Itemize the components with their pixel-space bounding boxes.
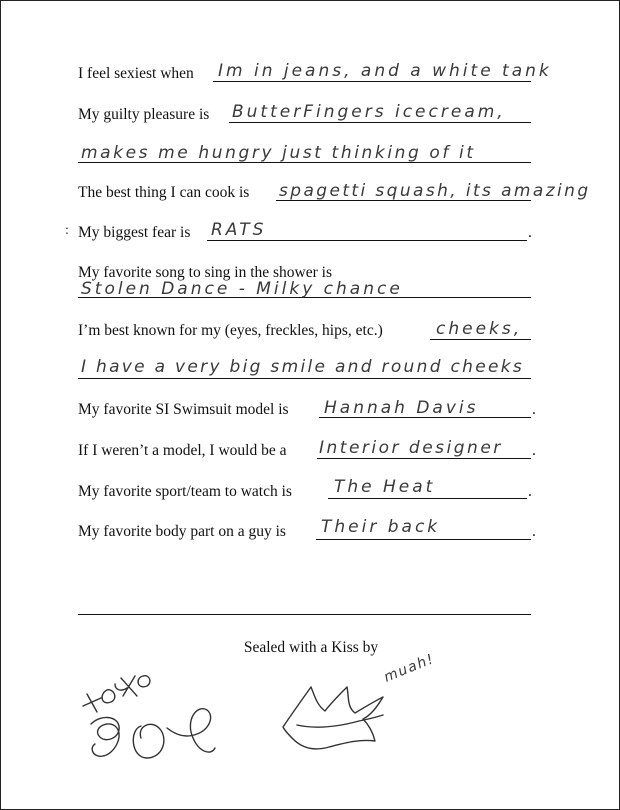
answer-line bbox=[328, 498, 527, 499]
answer-guilty-pleasure-continued: makes me hungry just thinking of it bbox=[81, 143, 476, 163]
answer-line bbox=[229, 122, 531, 123]
answer-best-cook: spagetti squash, its amazing bbox=[279, 181, 591, 201]
answer-body-part: Their back bbox=[321, 517, 441, 537]
answer-shower-song: Stolen Dance - Milky chance bbox=[81, 279, 403, 299]
prompt-shower-song: My favorite song to sing in the shower is bbox=[78, 264, 333, 281]
kiss-note: muah! bbox=[381, 650, 437, 686]
answer-si-model: Hannah Davis bbox=[324, 398, 479, 418]
prompt-best-cook: The best thing I can cook is bbox=[78, 184, 250, 201]
answer-best-known: cheeks, bbox=[436, 319, 523, 339]
period: . bbox=[532, 523, 536, 540]
prompt-body-part: My favorite body part on a guy is bbox=[78, 523, 286, 540]
answer-line bbox=[316, 539, 531, 540]
answer-line bbox=[78, 378, 531, 379]
period: . bbox=[528, 224, 532, 241]
signature-line bbox=[78, 614, 531, 615]
prompt-best-known: I’m best known for my (eyes, freckles, hips, etc.) bbox=[78, 322, 383, 339]
period: . bbox=[532, 442, 536, 459]
prompt-sport-team: My favorite sport/team to watch is bbox=[78, 483, 292, 500]
answer-line bbox=[317, 458, 531, 459]
answer-guilty-pleasure: ButterFingers icecream, bbox=[232, 102, 506, 122]
prompt-biggest-fear: My biggest fear is bbox=[78, 224, 191, 241]
stray-mark: : bbox=[65, 223, 69, 238]
answer-best-known-continued: I have a very big smile and round cheeks bbox=[81, 357, 525, 377]
answer-line bbox=[207, 240, 527, 241]
prompt-sexiest: I feel sexiest when bbox=[78, 65, 194, 82]
prompt-guilty-pleasure: My guilty pleasure is bbox=[78, 106, 210, 123]
prompt-si-model: My favorite SI Swimsuit model is bbox=[78, 401, 289, 418]
signature-caption: Sealed with a Kiss by bbox=[243, 639, 379, 656]
answer-sexiest: Im in jeans, and a white tank bbox=[218, 61, 552, 81]
period: . bbox=[532, 401, 536, 418]
answer-line bbox=[213, 81, 531, 82]
answer-line bbox=[430, 339, 531, 340]
kiss-lips-drawing bbox=[273, 681, 393, 771]
answer-not-model: Interior designer bbox=[319, 438, 503, 458]
signature-scribble bbox=[71, 666, 241, 776]
answer-sport-team: The Heat bbox=[334, 477, 436, 497]
period: . bbox=[528, 483, 532, 500]
prompt-not-model: If I weren’t a model, I would be a bbox=[78, 442, 287, 459]
answer-biggest-fear: RATS bbox=[211, 220, 267, 240]
